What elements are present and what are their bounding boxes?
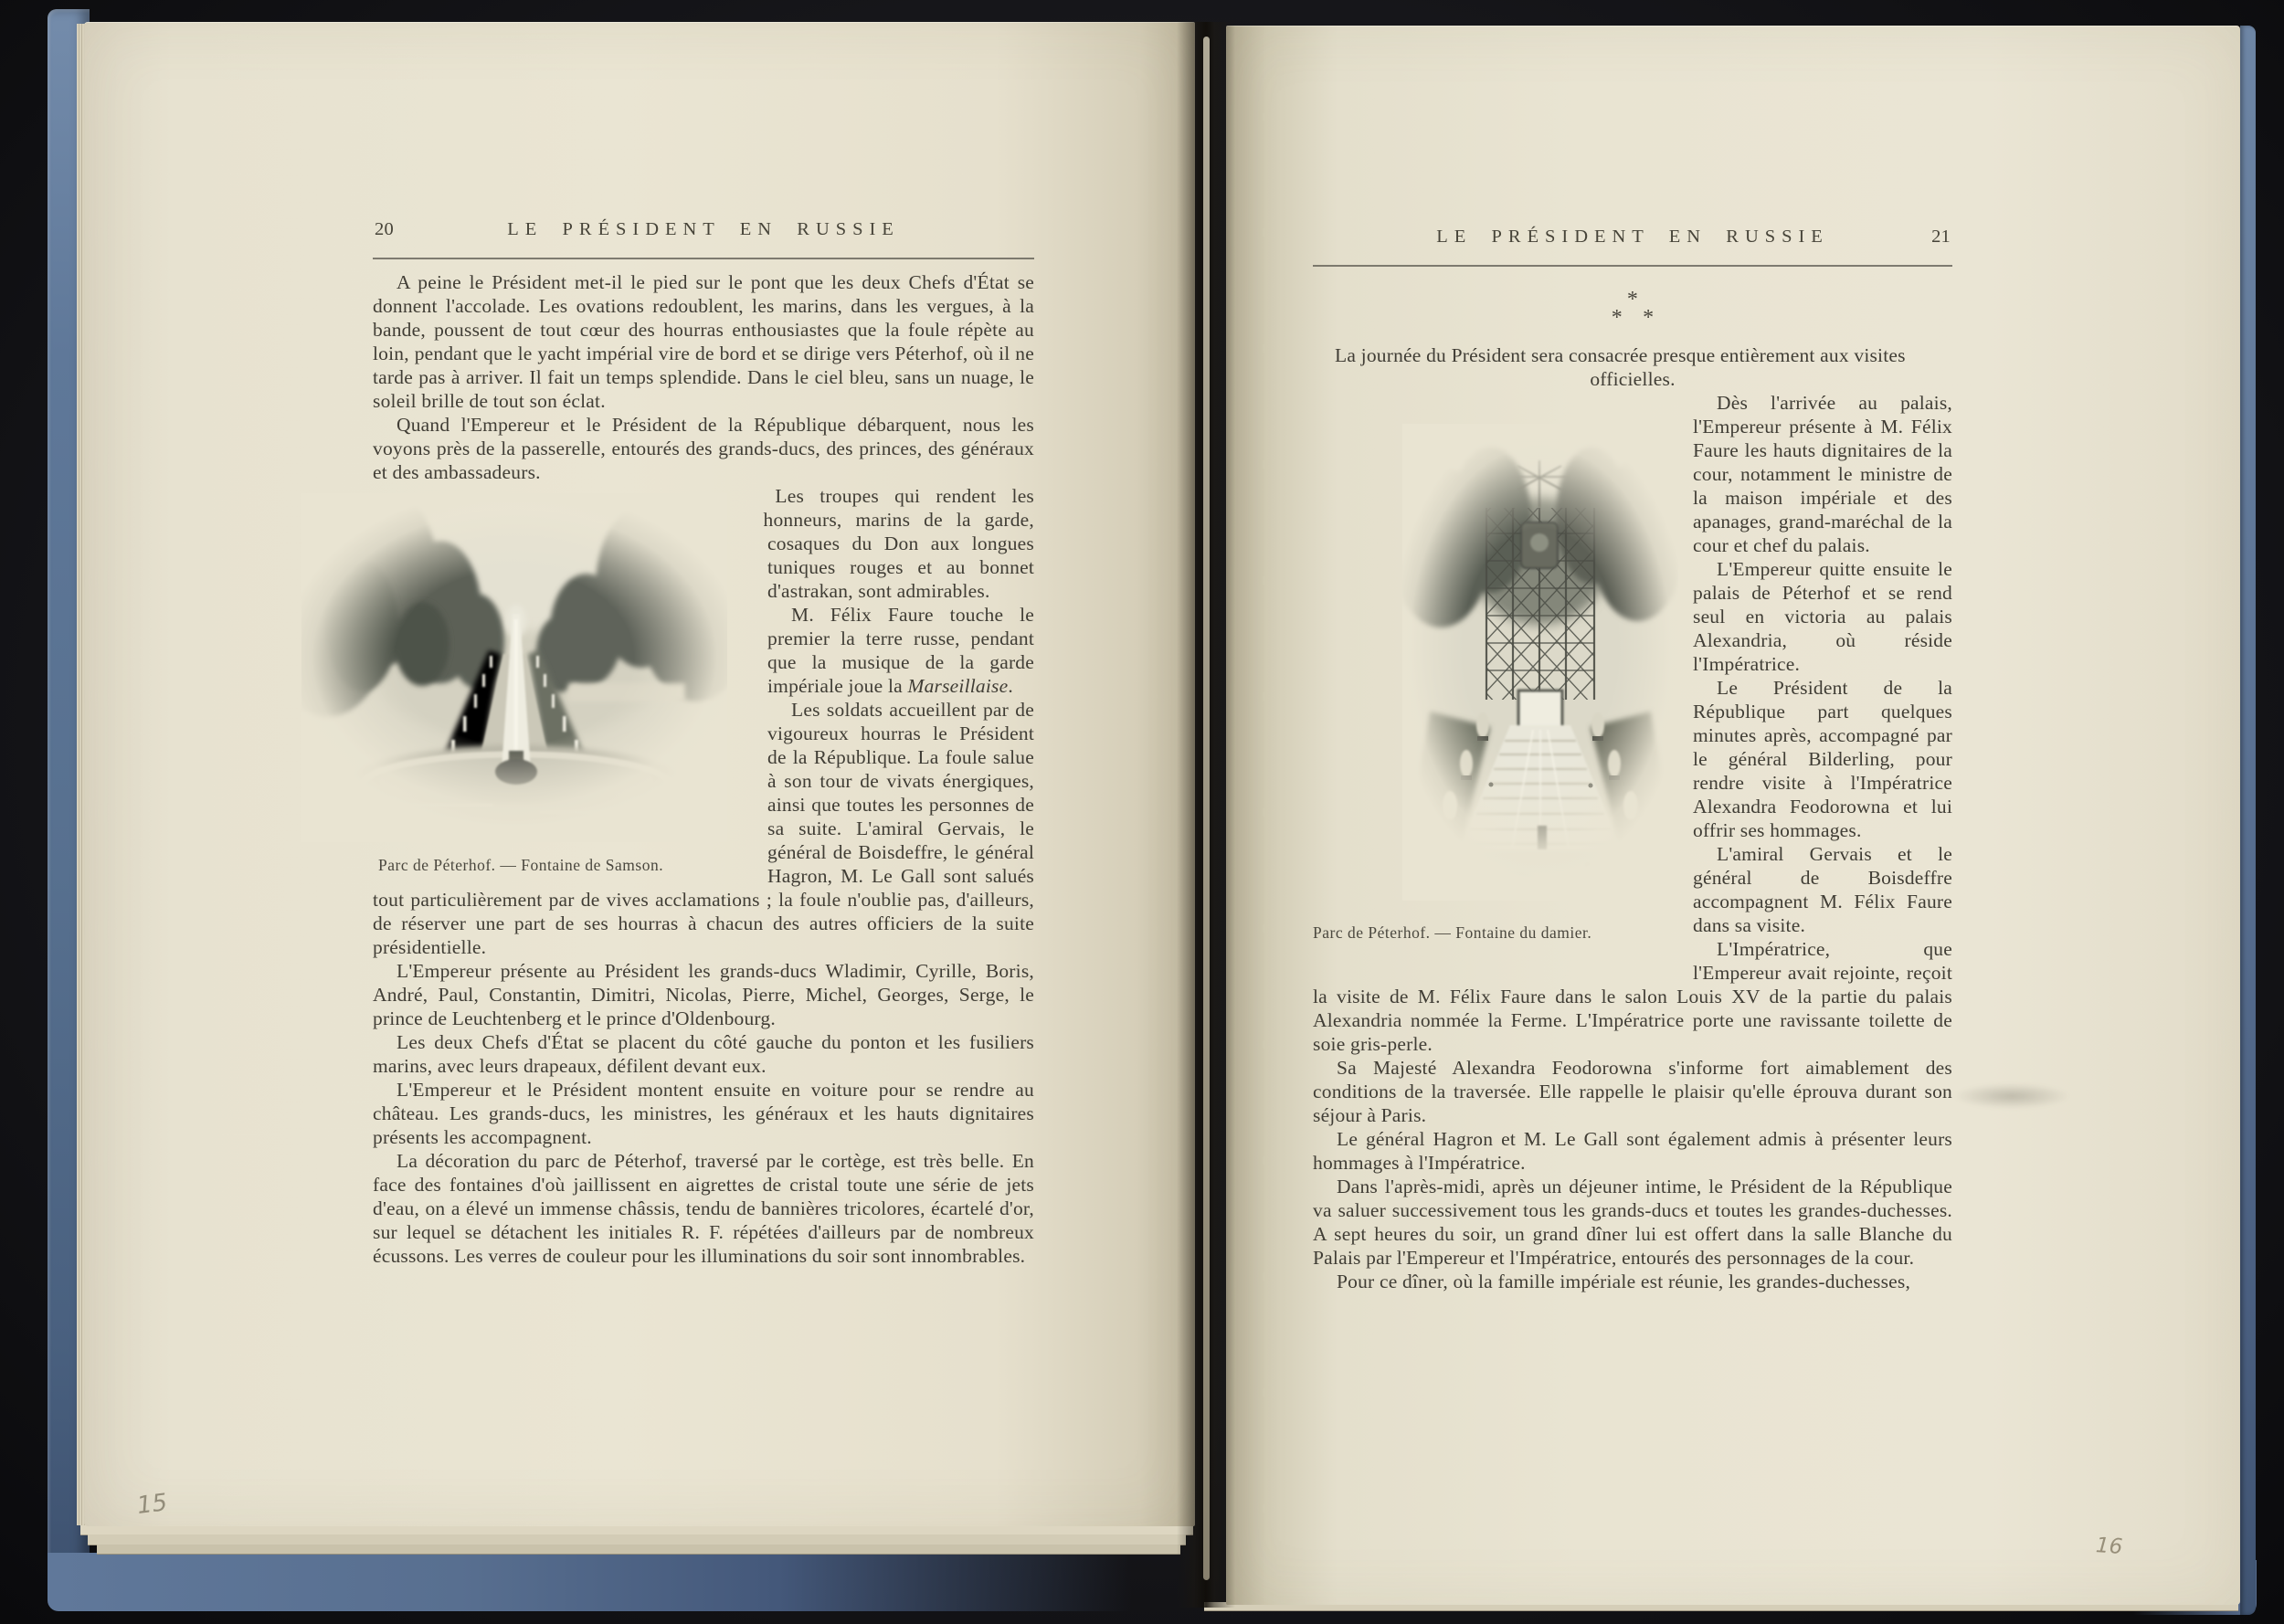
page-stack-edge (97, 1545, 1180, 1555)
samson-fountain-illustration (301, 493, 727, 842)
paragraph: A peine le Président met-il le pied sur le pont que les deux Chefs d'État se donnent l'accolade. Les ovations redoublent, les marins, dans les vergues, à la bande, poussent de tout cœur des hourras enthousiastes que la foule répète au loin, pendant que le yacht impérial vire de bord et se dirige vers Péterhof, où il ne tarde pas à arriver. Il fait un temps splendide. Dans le ciel bleu, sans un nuage, le soleil brille de tout son éclat. (373, 271, 1034, 412)
paragraph: Dès l'arrivée au palais, l'Empereur présente à M. Félix Faure les hauts dignitaires de la cour, notamment le ministre de la maison impériale et des apanages, grand-maréchal de la cour et chef du palais. (1693, 392, 1952, 556)
pencil-annotation-left: 15 (135, 1489, 169, 1520)
damier-fountain-photo (1402, 424, 1678, 901)
paragraph-text: M. Félix Faure touche le premier la terre russe, pendant que la musique de la garde impériale joue la (767, 604, 1034, 697)
samson-fountain-photo (301, 493, 727, 842)
paragraph: Le général Hagron et M. Le Gall sont également admis à présenter leurs hommages à l'Impératrice. (1313, 1128, 1952, 1174)
paragraph: Quand l'Empereur et le Président de la République débarquent, nous les voyons près de la passerelle, entourés des grands-ducs, des princes, des généraux et des ambassadeurs. (373, 414, 1034, 483)
book-cover-edge-right (2240, 26, 2256, 1615)
book-cover-edge-bottom (48, 1553, 1226, 1611)
paragraph: L'amiral Gervais et le général de Boisdeffre accompagnent M. Félix Faure dans sa visite. (1693, 843, 1952, 936)
italic-word: Marseillaise (907, 675, 1009, 697)
running-title: LE PRÉSIDENT EN RUSSIE (507, 219, 900, 239)
figure-samson-fountain (373, 488, 753, 881)
paragraph: L'Empereur et le Président montent ensuite en voiture pour se rendre au château. Les grands-ducs, les ministres, les généraux et les hauts dignitaires présents les accompagnent. (373, 1079, 1034, 1148)
paragraph: Dans l'après-midi, après un déjeuner intime, le Président de la République va saluer successivement tous les grands-ducs et toutes les grandes-duchesses. A sept heures du soir, un grand dîner lui est offert dans la salle Blanche du Palais par l'Empereur et l'Impératrice, entourés des personnages de la cour. (1313, 1176, 1952, 1269)
paragraph: Les soldats accueillent par de vigoureux hourras le Président de la République. La foule salue à son tour de vivats énergiques, ainsi que toutes les personnes de sa suite. L'amiral Gervais, le général de Boisdeffre, le général Hagron, M. Le Gall sont salués tout particulièrement par de vives acclamations ; la foule n'oublie pas, d'ailleurs, de réserver une part de ses hourras à chacun des autres officiers de la suite présidentielle. (373, 699, 1034, 958)
right-page-text-column (1313, 225, 1952, 1293)
header-rule (373, 258, 1034, 259)
paragraph-line: officielles. (1590, 368, 1676, 390)
asterism-ornament (1313, 288, 1952, 330)
paragraph: Les troupes qui rendent les honneurs, marins de la garde, cosaques du Don aux longues tuniques rouges et au bonnet d'astrakan, sont admirables. (763, 485, 1034, 602)
paragraph: L'Empereur présente au Président les grands-ducs Wladimir, Cyrille, Boris, André, Paul, Constantin, Dimitri, Nicolas, Pierre, Michel, Georges, Serge, le prince de Leuchtenberg et le prince d'Oldenbourg. (373, 960, 1034, 1029)
paragraph: Les deux Chefs d'État se placent du côté gauche du ponton et les fusiliers marins, avec leurs drapeaux, défilent devant eux. (373, 1031, 1034, 1077)
page-number: 20 (375, 219, 394, 239)
paragraph: L'Impératrice, que l'Empereur avait rejointe, reçoit la visite de M. Félix Faure dans le salon Louis XV de la partie du palais Alexandria nommée la Ferme. L'Impératrice porte une ravissante toilette de soie gris-perle. (1313, 938, 1952, 1055)
header-rule (1313, 265, 1952, 267)
pencil-annotation-right: 16 (2095, 1534, 2124, 1559)
paragraph: La décoration du parc de Péterhof, traversé par le cortège, est très belle. En face des fontaines d'où jaillissent en aigrettes de cristal toute une série de jets d'eau, on a élevé un immense châssis, tendu de bannières tricolores, écartelé d'or, sur lequel se détachent les initiales R. F. répétées d'ailleurs par de nombreux écussons. Les verres de couleur pour les illuminations du soir sont innombrables. (373, 1150, 1034, 1267)
asterism-top: * (1626, 288, 1639, 311)
damier-fountain-illustration (1402, 424, 1678, 901)
page-number: 21 (1931, 227, 1951, 247)
figure-caption: Parc de Péterhof. — Fontaine de Samson. (378, 856, 664, 874)
paragraph-line: La journée du Président sera consacrée presque entièrement aux visites (1335, 344, 1906, 366)
ink-smudge (1953, 1083, 2070, 1109)
right-page-header (1313, 225, 1952, 265)
asterism-bottom: * * (1611, 306, 1655, 330)
paragraph: L'Empereur quitte ensuite le palais de Péterhof et se rend seul en victoria au palais Alexandria, où réside l'Impératrice. (1693, 558, 1952, 675)
paragraph: Pour ce dîner, où la famille impériale est réunie, les grandes-duchesses, (1337, 1271, 1911, 1292)
gutter-page-edge (1203, 37, 1210, 1580)
figure-caption: Parc de Péterhof. — Fontaine du damier. (1313, 923, 1592, 942)
running-title: LE PRÉSIDENT EN RUSSIE (1436, 227, 1829, 247)
figure-damier-fountain (1313, 393, 1680, 979)
left-page-text-column (373, 217, 1034, 1268)
paragraph: Le Président de la République part quelques minutes après, accompagné par le général Bilderling, pour rendre visite à l'Impératrice Alexandra Feodorowna et lui offrir ses hommages. (1693, 677, 1952, 841)
left-page-header (373, 217, 1034, 258)
paragraph-text: . (1008, 675, 1013, 697)
paragraph: Sa Majesté Alexandra Feodorowna s'informe fort aimablement des conditions de la traversée. Elle rappelle le plaisir qu'elle éprouva durant son séjour à Paris. (1313, 1057, 1952, 1126)
